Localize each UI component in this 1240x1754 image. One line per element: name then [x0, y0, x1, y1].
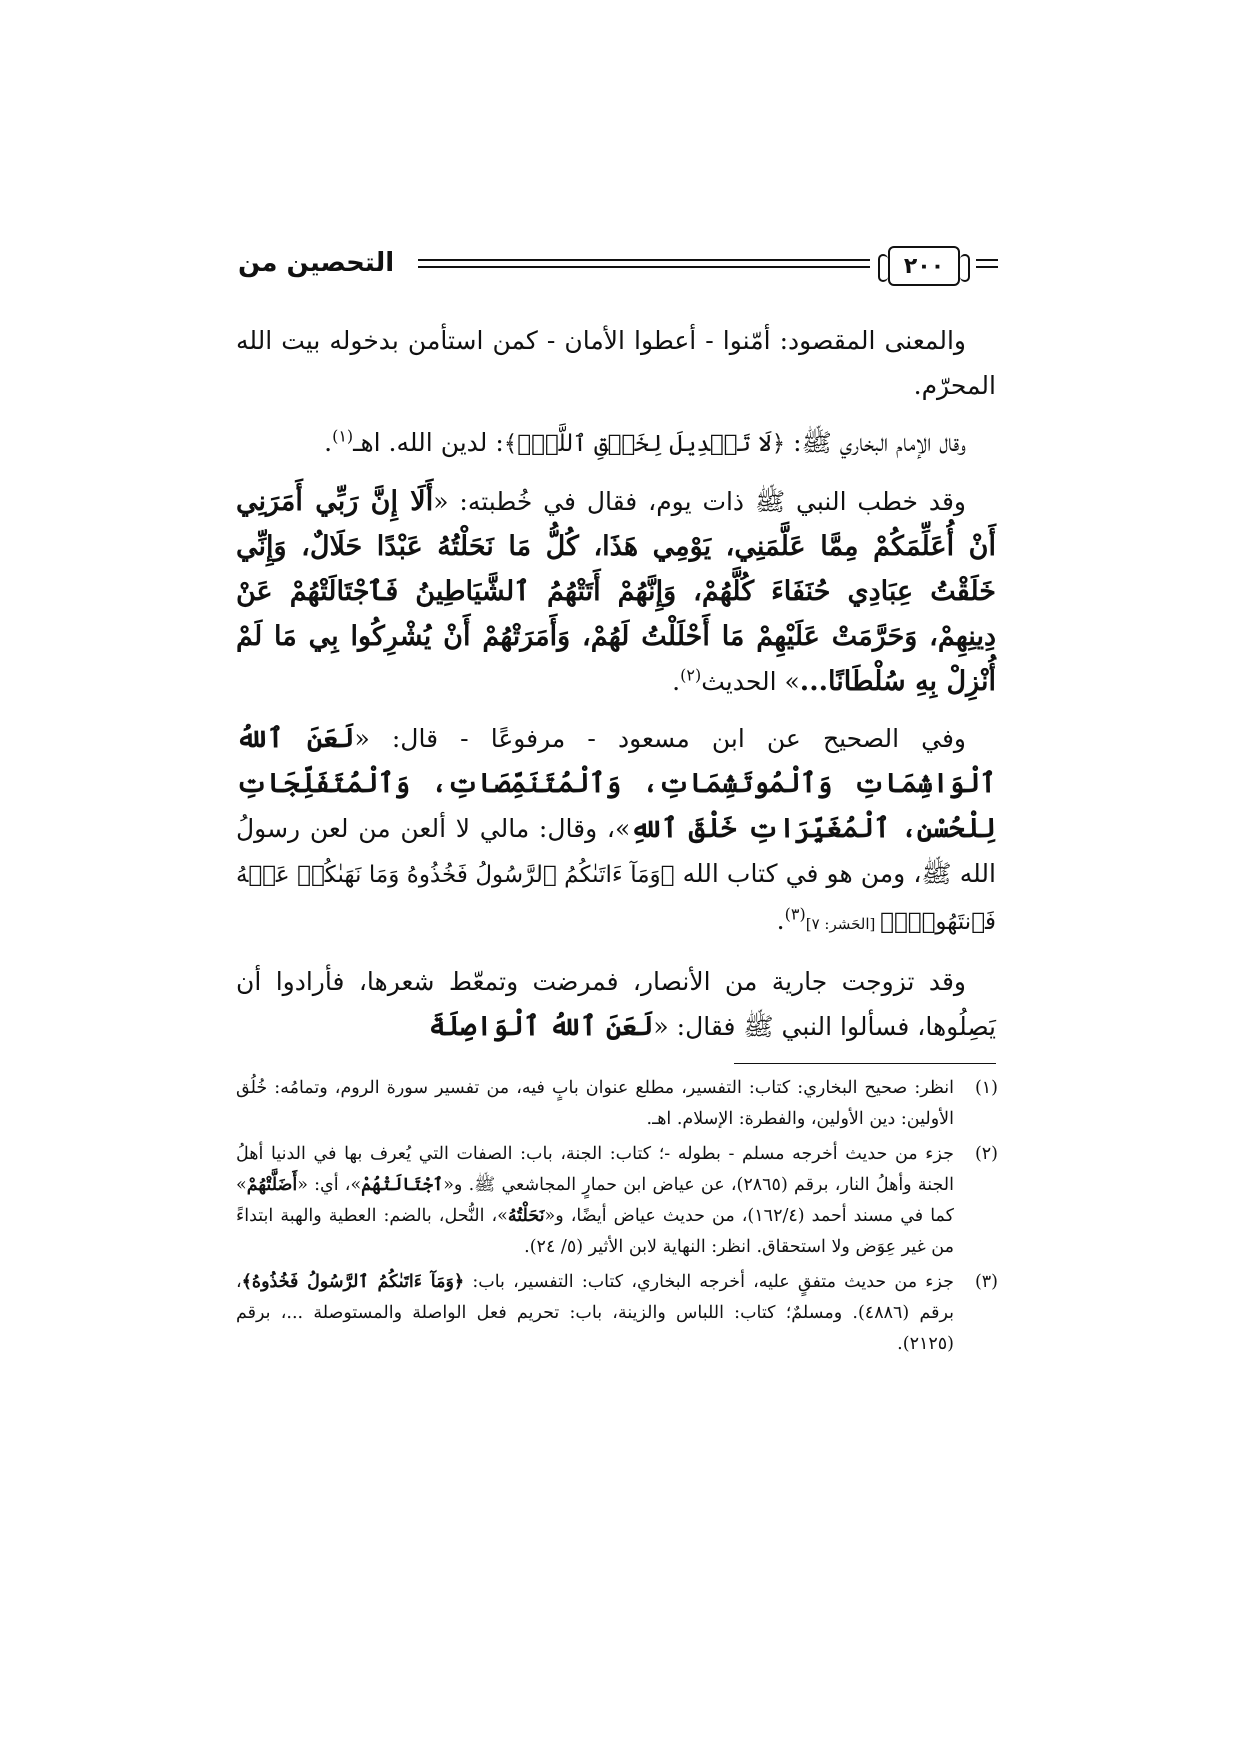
fn3-part-b: ، برقم (٤٨٨٦). ومسلمٌ؛ كتاب: اللباس والزينة، باب: تحريم فعل الواصلة والمستوصلة ...، برقم (٢١٢٥).	[236, 1272, 954, 1354]
paragraph-2	[236, 420, 996, 467]
paragraph-1: والمعنى المقصود: أمّنوا - أعطوا الأمان - كمن استأمن بدخوله بيت الله المحرّم.	[236, 326, 996, 400]
p3-end: .	[672, 667, 681, 696]
p4-text: وفي الصحيح عن ابن مسعود - مرفوعًا - قال: «	[354, 724, 966, 753]
paragraph-5	[236, 959, 996, 1049]
paragraph-3	[236, 479, 996, 704]
hadith-text: لَعَنَ ٱللهُ ٱلْوَاصِلَةَ	[428, 1011, 654, 1042]
footnote-ref-2[interactable]: (٢)	[680, 665, 702, 685]
quran-verse: ﴿لَا تَبۡدِيلَ لِخَلۡقِ ٱللَّهِۚ﴾	[503, 431, 786, 457]
p5-text: وقد تزوجت جارية من الأنصار، فمرضت وتمعّط شعرها، فأرادوا أن يَصِلُوها، فسألوا النبي ﷺ فقال: «	[236, 967, 996, 1041]
p3-text-after: » الحديث	[701, 667, 800, 696]
paragraph-4	[236, 716, 996, 947]
hadith-text: لَعَنَ ٱللهُ ٱلْوَاشِمَاتِ وَٱلْمُوتَشِمَاتِ، وَٱلْمُتَنَمِّصَاتِ، وَٱلْمُتَفَلِّجَاتِ لِلْحُسْنِ، ٱلْمُغَيِّرَاتِ خَلْقَ ٱللهِ	[236, 723, 996, 844]
header-rule	[418, 259, 870, 268]
footnote-text: انظر: صحيح البخاري: كتاب: التفسير، مطلع عنوان بابٍ فيه، من تفسير سورة الروم، وتمامُه: خُلُق الأولين: دين الأولين، والفطرة: الإسلام. اهـ.	[236, 1078, 954, 1129]
running-title: التحصين من	[238, 248, 395, 278]
footnote-separator	[734, 1063, 996, 1064]
fn3-part-a: جزء من حديث متفقٍ عليه، أخرجه البخاري، كتاب: التفسير، باب:	[464, 1272, 954, 1292]
p4-end: .	[776, 906, 785, 935]
p2-end: .	[324, 428, 333, 457]
p4-text-mid: »، وقال: مالي لا ألعن من لعن رسولُ الله ﷺ، ومن هو في كتاب الله	[236, 814, 996, 888]
p3-text: وقد خطب النبي ﷺ ذات يوم، فقال في خُطبته: «	[433, 487, 966, 516]
footnote-2	[236, 1139, 998, 1263]
footnote-text	[236, 1139, 954, 1263]
footnotes	[236, 1073, 998, 1364]
footnote-number: (٢)	[974, 1144, 998, 1164]
fn2-term-c: نَحَلْتُهُ	[507, 1206, 545, 1226]
page-header	[238, 246, 998, 288]
main-text	[236, 318, 996, 1061]
hadith-text: أَلَا إِنَّ رَبِّي أَمَرَنِي أَنْ أُعَلِّمَكُمْ مِمَّا عَلَّمَنِي، يَوْمِي هَذَا، كُلُّ مَا نَحَلْتُهُ عَبْدًا حَلَالٌ، وَإِنِّي خَلَقْتُ عِبَادِي حُنَفَاءَ كُلَّهُمْ، وَإِنَّهُمْ أَتَتْهُمُ ٱلشَّيَاطِينُ فَٱجْتَالَتْهُمْ عَنْ دِينِهِمْ، وَحَرَّمَتْ عَلَيْهِمْ مَا أَحْلَلْتُ لَهُمْ، وَأَمَرَتْهُمْ أَنْ يُشْرِكُوا بِي مَا لَمْ أُنْزِلْ بِهِ سُلْطَانًا...	[236, 486, 996, 697]
fn2-part-b: »، أي: «	[297, 1175, 362, 1195]
footnote-number: (٣)	[974, 1272, 998, 1292]
quran-verse: ﴿وَمَآ ءَاتَىٰكُمُ ٱلرَّسُولُ فَخُذُوهُ وَمَا نَهَىٰكُمۡ عَنۡهُ فَٱنتَهُواْۚ﴾	[236, 862, 996, 935]
surah-reference: [الحَشر: ٧]	[805, 915, 881, 933]
fn2-part-d: »، النُّحل، بالضم: العطية والهبة ابتداءً من غير عِوَض ولا استحقاق. انظر: النهاية لابن الأثير (٥/ ٢٤).	[236, 1206, 954, 1257]
footnote-ref-3[interactable]: (٣)	[784, 904, 806, 924]
footnote-text	[236, 1267, 954, 1360]
fn2-part-c: » كما في مسند أحمد (١٦٢/٤)، من حديث عياض أيضًا، و«	[236, 1175, 954, 1226]
p2-text: وقال الإمام البخاري ﷺ:	[785, 428, 966, 457]
page-number: ٢٠٠	[888, 246, 960, 286]
footnote-number: (١)	[974, 1078, 998, 1098]
footnote-3	[236, 1267, 998, 1360]
footnote-1	[236, 1073, 998, 1135]
p2-text-after: : لدين الله. اهـ	[353, 428, 504, 457]
header-rule-short	[976, 259, 998, 268]
footnote-ref-1[interactable]: (١)	[332, 426, 354, 446]
fn2-term-b: أَضَلَّتْهُمْ	[246, 1175, 298, 1195]
fn2-term-a: ٱجْتَالَتْهُمْ	[361, 1175, 444, 1195]
fn3-quran: ﴿وَمَآ ءَاتَىٰكُمُ ٱلرَّسُولُ فَخُذُوهُ﴾	[241, 1272, 465, 1292]
fn2-part-a: جزء من حديث أخرجه مسلم - بطوله -؛ كتاب: الجنة، باب: الصفات التي يُعرف بها في الدنيا أهلُ الجنة وأهلُ النار، برقم (٢٨٦٥)، عن عياض ابن حمارٍ المجاشعي ﷺ. و«	[236, 1144, 954, 1195]
